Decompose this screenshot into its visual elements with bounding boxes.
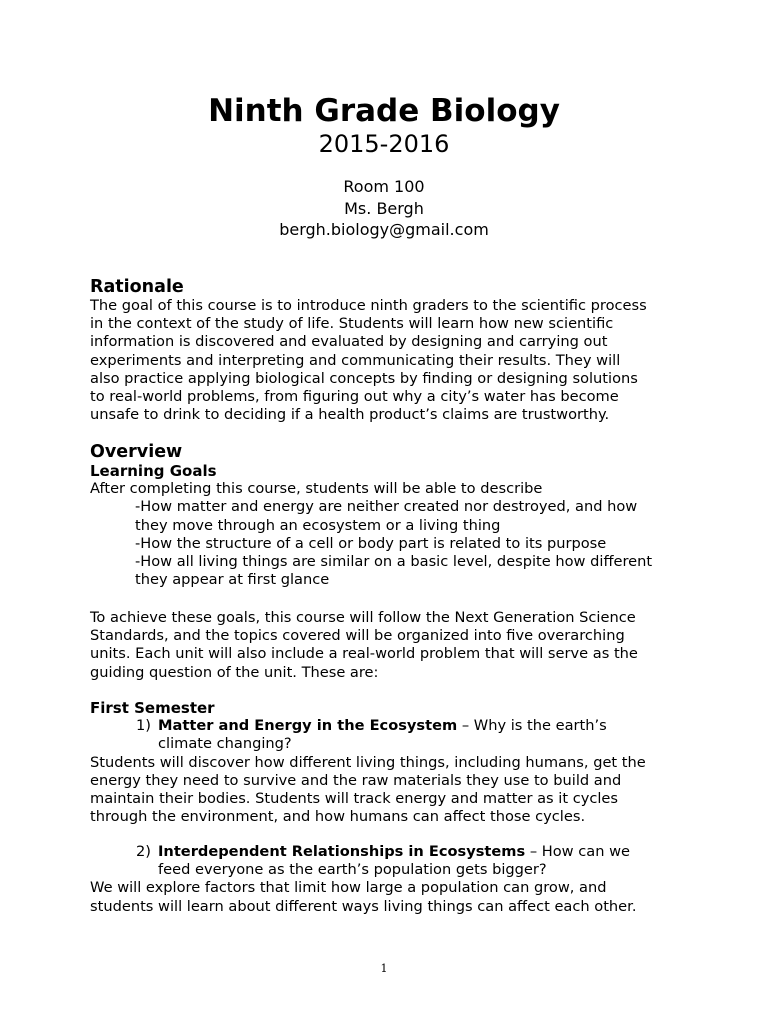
page-number: 1 — [380, 962, 388, 975]
unit-description: We will explore factors that limit how large a population can grow, and students will learn about different ways living things can affect each other. — [90, 879, 637, 915]
first-semester-section — [90, 699, 690, 826]
unit-item — [90, 717, 690, 753]
rationale-section — [90, 297, 690, 424]
teacher-name: Ms. Bergh — [344, 198, 424, 218]
teacher-email: bergh.biology@gmail.com — [279, 220, 489, 239]
goal-item: -How the structure of a cell or body part is related to its purpose — [135, 534, 607, 552]
first-semester-heading: First Semester — [90, 699, 215, 717]
room-number: Room 100 — [343, 177, 425, 196]
unit-two-section — [90, 843, 690, 916]
goal-item: -How all living things are similar on a basic level, despite how different they appear at first glance — [135, 553, 653, 589]
unit-question: – How can we feed everyone as the earth’s population gets bigger? — [158, 843, 631, 879]
unit-description: Students will discover how different living things, including humans, get the energy they need to survive and the raw materials they use to build and maintain their bodies. Students will track energy and matter as it cycles through the environment, and how humans can affect those cycles. — [90, 753, 646, 826]
rationale-heading: Rationale — [90, 277, 184, 297]
overview-section — [90, 462, 690, 589]
contact-block — [0, 176, 768, 241]
unit-number: 2) — [136, 843, 151, 860]
overview-heading: Overview — [90, 442, 183, 462]
unit-number: 1) — [136, 717, 151, 735]
unit-title: Interdependent Relationships in Ecosystems — [158, 843, 526, 860]
unit-item — [90, 843, 690, 879]
goal-item: -How matter and energy are neither created nor destroyed, and how they move through an ecosystem or a living thing — [135, 498, 638, 534]
standards-section — [90, 609, 690, 682]
unit-question: – Why is the earth’s climate changing? — [158, 717, 607, 753]
document-title: Ninth Grade Biology — [208, 93, 560, 129]
standards-text: To achieve these goals, this course will follow the Next Generation Science Standards, and the topics covered will be organized into five overarching units. Each unit will also include a real-world problem that will serve as the guiding question of the unit. These are: — [90, 609, 638, 681]
rationale-text: The goal of this course is to introduce ninth graders to the scientific process in the context of the study of life. Students will learn how new scientific information is discovered and evaluated by designing and carrying out experiments and interpreting and communicating their results. They will also practice applying biological concepts by finding or designing solutions to real-world problems, from figuring out why a city’s water has become unsafe to drink to deciding if a health product’s claims are trustworthy. — [90, 297, 647, 424]
unit-title: Matter and Energy in the Ecosystem — [158, 717, 458, 735]
learning-goals-intro: After completing this course, students will be able to describe — [90, 480, 543, 498]
learning-goals-heading: Learning Goals — [90, 462, 217, 480]
school-year: 2015-2016 — [318, 130, 450, 158]
